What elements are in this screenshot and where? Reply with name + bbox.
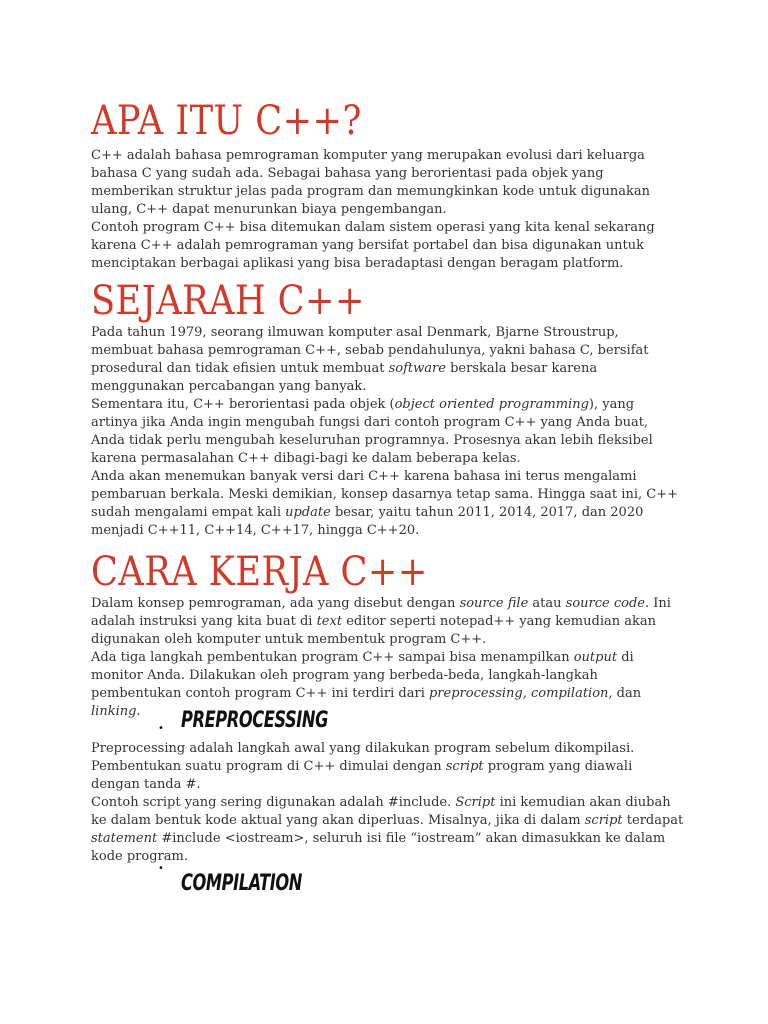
section-apa-itu	[91, 98, 684, 144]
section-sejarah-body	[91, 324, 684, 540]
paragraph: Pada tahun 1979, seorang ilmuwan komputer asal Denmark, Bjarne Stroustrup, membuat bahasa pemrograman C++, sebab pendahulunya, yakni bahasa C, bersifat prosedural dan tidak efisien untuk membuat software berskala besar karena menggunakan percabangan yang banyak.	[91, 325, 649, 394]
heading-apa-itu: APA ITU C++?	[91, 98, 362, 144]
subheading-preprocessing: PREPROCESSING	[181, 708, 329, 733]
section-cara-kerja-body	[91, 595, 684, 721]
section-preprocessing-body	[91, 740, 684, 866]
subheading-compilation: COMPILATION	[181, 871, 302, 896]
section-sejarah	[91, 278, 684, 324]
paragraph: Contoh program C++ bisa ditemukan dalam sistem operasi yang kita kenal sekarang karena C++ adalah pemrograman yang bersifat portabel dan bisa digunakan untuk menciptakan berbagai aplikasi yang bisa beradaptasi dengan beragam platform.	[91, 220, 655, 271]
section-apa-itu-body	[91, 147, 684, 273]
paragraph: Dalam konsep pemrograman, ada yang disebut dengan source file atau source code. Ini adalah instruksi yang kita buat di text editor seperti notepad++ yang kemudian akan digunakan oleh komputer untuk membentuk program C++.	[91, 596, 671, 647]
paragraph: C++ adalah bahasa pemrograman komputer yang merupakan evolusi dari keluarga bahasa C yang sudah ada. Sebagai bahasa yang berorientasi pada objek yang memberikan struktur jelas pada program dan memungkinkan kode untuk digunakan ulang, C++ dapat menurunkan biaya pengembangan.	[91, 148, 651, 217]
paragraph: Contoh script yang sering digunakan adalah #include. Script ini kemudian akan diubah ke dalam bentuk kode aktual yang akan diperluas. Misalnya, jika di dalam script terdapat statement #include <iostream>, seluruh isi file “iostream” akan dimasukkan ke dalam kode program.	[91, 795, 684, 864]
heading-cara-kerja: CARA KERJA C++	[91, 549, 428, 595]
bullet-icon: •	[158, 723, 164, 734]
bullet-icon: •	[158, 863, 164, 874]
section-cara-kerja	[91, 549, 684, 595]
heading-sejarah: SEJARAH C++	[91, 278, 365, 324]
paragraph: Preprocessing adalah langkah awal yang dilakukan program sebelum dikompilasi. Pembentukan suatu program di C++ dimulai dengan script program yang diawali dengan tanda #.	[91, 741, 635, 792]
paragraph: Anda akan menemukan banyak versi dari C++ karena bahasa ini terus mengalami pembaruan berkala. Meski demikian, konsep dasarnya tetap sama. Hingga saat ini, C++ sudah mengalami empat kali update besar, yaitu tahun 2011, 2014, 2017, dan 2020 menjadi C++11, C++14, C++17, hingga C++20.	[91, 469, 678, 538]
paragraph: Sementara itu, C++ berorientasi pada objek (object oriented programming), yang artinya jika Anda ingin mengubah fungsi dari contoh program C++ yang Anda buat, Anda tidak perlu mengubah keseluruhan programnya. Prosesnya akan lebih fleksibel karena permasalahan C++ dibagi-bagi ke dalam beberapa kelas.	[91, 397, 653, 466]
paragraph: Ada tiga langkah pembentukan program C++ sampai bisa menampilkan output di monitor Anda. Dilakukan oleh program yang berbeda-beda, langkah-langkah pembentukan contoh program C++ ini terdiri dari preprocessing, compilation, dan linking.	[91, 650, 642, 719]
